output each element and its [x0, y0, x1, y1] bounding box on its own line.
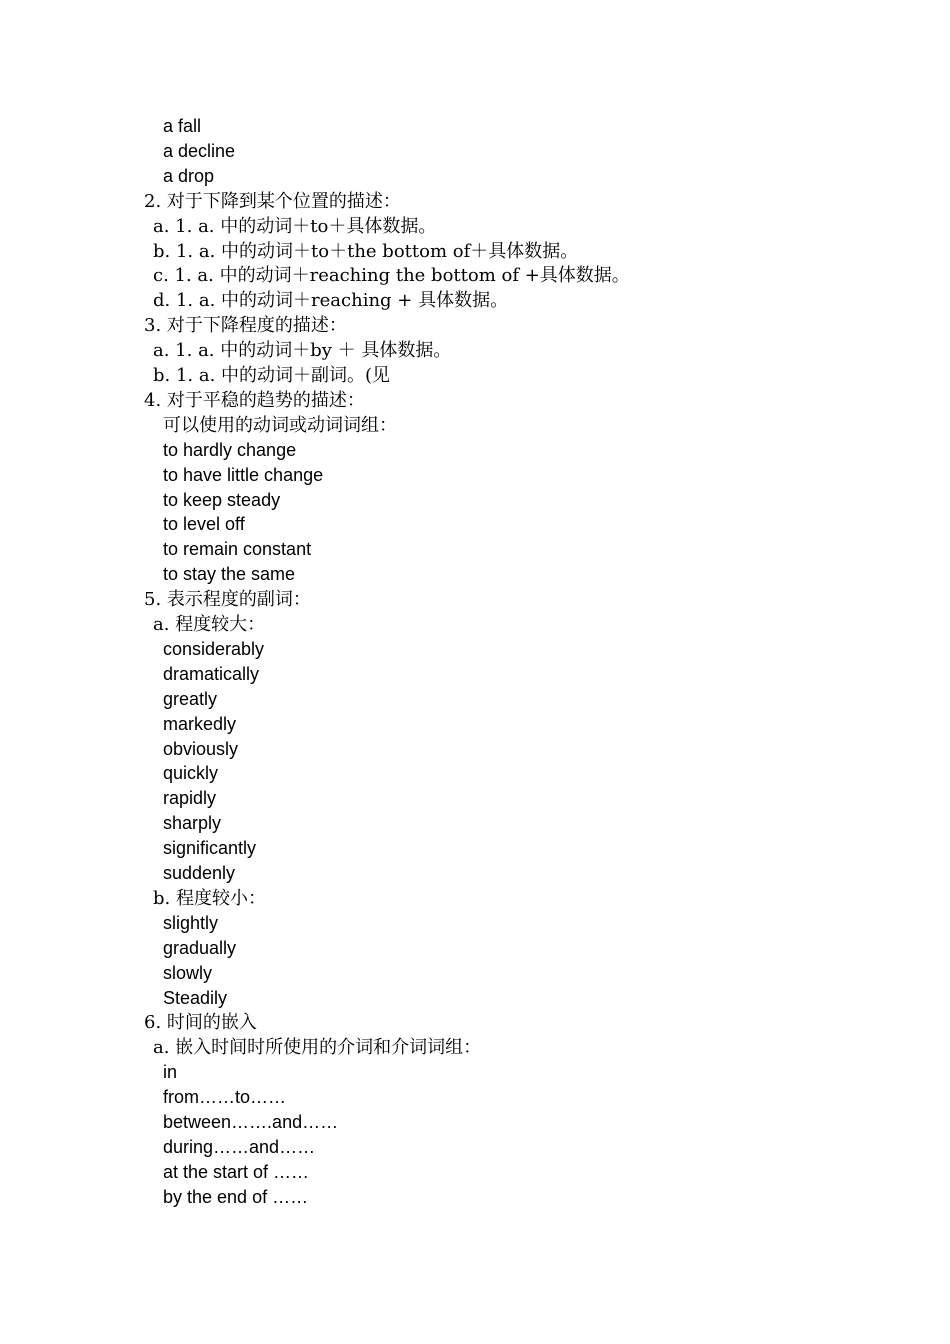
document-line-subheading: a. 1. a. 中的动词＋by ＋ 具体数据。 — [153, 340, 452, 361]
document-line-list-item: 可以使用的动词或动词词组： — [163, 415, 397, 436]
document-line-subheading: b. 程度较小： — [153, 888, 266, 909]
document-line-list-item: considerably — [163, 639, 265, 659]
document-line-list-item: slightly — [163, 913, 219, 933]
document-line-heading: 4. 对于平稳的趋势的描述： — [144, 390, 365, 411]
document-line-subheading: b. 1. a. 中的动词＋to＋the bottom of＋具体数据。 — [153, 241, 579, 262]
document-line-list-item: greatly — [163, 689, 218, 709]
document-line-subheading: a. 1. a. 中的动词＋to＋具体数据。 — [153, 216, 437, 237]
document-line-heading: 5. 表示程度的副词： — [144, 589, 311, 610]
document-line-list-item: sharply — [163, 813, 222, 833]
document-line-list-item: during……and…… — [163, 1137, 316, 1157]
document-line-list-item: obviously — [163, 739, 239, 759]
document-line-subheading: b. 1. a. 中的动词＋副词。(见 — [153, 365, 391, 386]
document-line-list-item: quickly — [163, 763, 219, 783]
document-line-list-item: to remain constant — [163, 539, 312, 559]
document-line-heading: 2. 对于下降到某个位置的描述： — [144, 191, 401, 212]
document-line-list-item: in — [163, 1062, 178, 1082]
document-line-list-item: markedly — [163, 714, 237, 734]
document-line-list-item: a fall — [163, 116, 202, 136]
document-line-subheading: c. 1. a. 中的动词＋reaching the bottom of +具体数据。 — [153, 265, 630, 286]
document-line-heading: 6. 时间的嵌入 — [144, 1012, 257, 1033]
document-line-list-item: suddenly — [163, 863, 236, 883]
document-line-list-item: by the end of …… — [163, 1187, 309, 1207]
document-line-list-item: from……to…… — [163, 1087, 287, 1107]
document-line-subheading: a. 嵌入时间时所使用的介词和介词词组： — [153, 1037, 482, 1058]
document-line-list-item: to have little change — [163, 465, 324, 485]
document-line-list-item: dramatically — [163, 664, 260, 684]
document-line-list-item: slowly — [163, 963, 213, 983]
document-line-list-item: rapidly — [163, 788, 217, 808]
document-line-list-item: at the start of …… — [163, 1162, 310, 1182]
document-line-subheading: d. 1. a. 中的动词＋reaching + 具体数据。 — [153, 290, 509, 311]
document-line-heading: 3. 对于下降程度的描述： — [144, 315, 347, 336]
document-line-list-item: a decline — [163, 141, 236, 161]
document-line-list-item: to keep steady — [163, 490, 281, 510]
document-line-list-item: to hardly change — [163, 440, 297, 460]
document-line-list-item: between…….and…… — [163, 1112, 339, 1132]
document-line-list-item: to level off — [163, 514, 245, 534]
document-line-subheading: a. 程度较大： — [153, 614, 266, 635]
document-line-list-item: Steadily — [163, 988, 228, 1008]
document-line-list-item: a drop — [163, 166, 215, 186]
document-line-list-item: significantly — [163, 838, 257, 858]
document-line-list-item: gradually — [163, 938, 237, 958]
document-line-list-item: to stay the same — [163, 564, 296, 584]
